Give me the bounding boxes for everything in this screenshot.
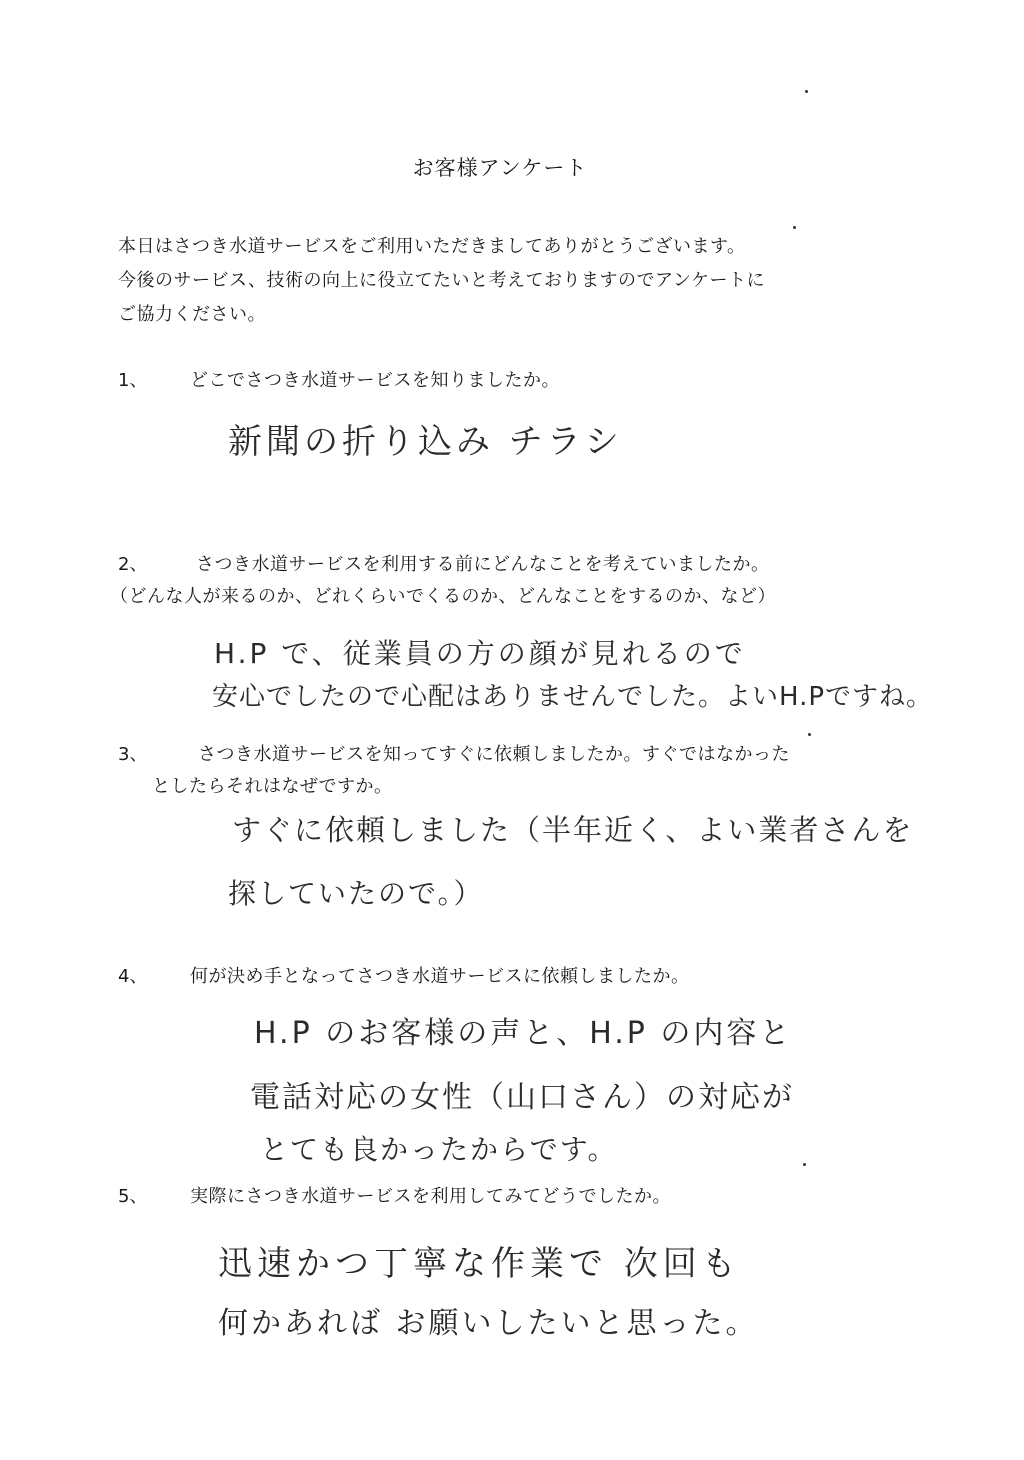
answer-1-line-1: 新聞の折り込み チラシ: [228, 422, 623, 462]
answer-5-line-1: 迅速かつ丁寧な作業で 次回も: [218, 1244, 741, 1284]
scan-speck: [805, 90, 808, 93]
intro-line-1: 本日はさつき水道サービスをご利用いただきましてありがとうございます。: [118, 236, 746, 257]
answer-3-line-1: すぐに依頼しました（半年近く、よい業者さんを: [232, 813, 914, 847]
question-2-text: さつき水道サービスを利用する前にどんなことを考えていましたか。: [196, 554, 770, 575]
answer-2-line-1: H.P で、従業員の方の顔が見れるので: [214, 637, 746, 670]
answer-4-line-1: H.P のお客様の声と、H.P の内容と: [254, 1016, 793, 1051]
scan-speck: [808, 733, 811, 736]
question-5-text: 実際にさつき水道サービスを利用してみてどうでしたか。: [190, 1186, 671, 1207]
question-2-subtext: （どんな人が来るのか、どれくらいでくるのか、どんなことをするのか、など）: [110, 586, 776, 607]
answer-2-line-2: 安心でしたので心配はありませんでした。よいH.Pですね。: [212, 682, 934, 712]
answer-4-line-2: 電話対応の女性（山口さん）の対応が: [250, 1080, 794, 1115]
answer-4-line-3: とても良かったからです。: [260, 1133, 618, 1166]
question-4-number: 4、: [118, 966, 148, 987]
question-5-number: 5、: [118, 1186, 148, 1207]
question-2-number: 2、: [118, 554, 148, 575]
answer-5-line-2: 何かあれば お願いしたいと思った。: [218, 1306, 759, 1341]
question-1-number: 1、: [118, 370, 148, 391]
answer-3-line-2: 探していたので。）: [228, 877, 484, 910]
page-title: お客様アンケート: [412, 156, 588, 180]
question-3-subtext: としたらそれはなぜですか。: [152, 776, 393, 797]
scan-speck: [803, 1163, 806, 1166]
intro-line-2: 今後のサービス、技術の向上に役立てたいと考えておりますのでアンケートに: [118, 270, 765, 291]
question-3-text: さつき水道サービスを知ってすぐに依頼しましたか。すぐではなかった: [198, 744, 790, 765]
question-1-text: どこでさつき水道サービスを知りましたか。: [190, 370, 560, 391]
question-4-text: 何が決め手となってさつき水道サービスに依頼しましたか。: [190, 966, 690, 987]
scan-speck: [793, 226, 796, 229]
question-3-number: 3、: [118, 744, 148, 765]
intro-line-3: ご協力ください。: [118, 304, 266, 325]
